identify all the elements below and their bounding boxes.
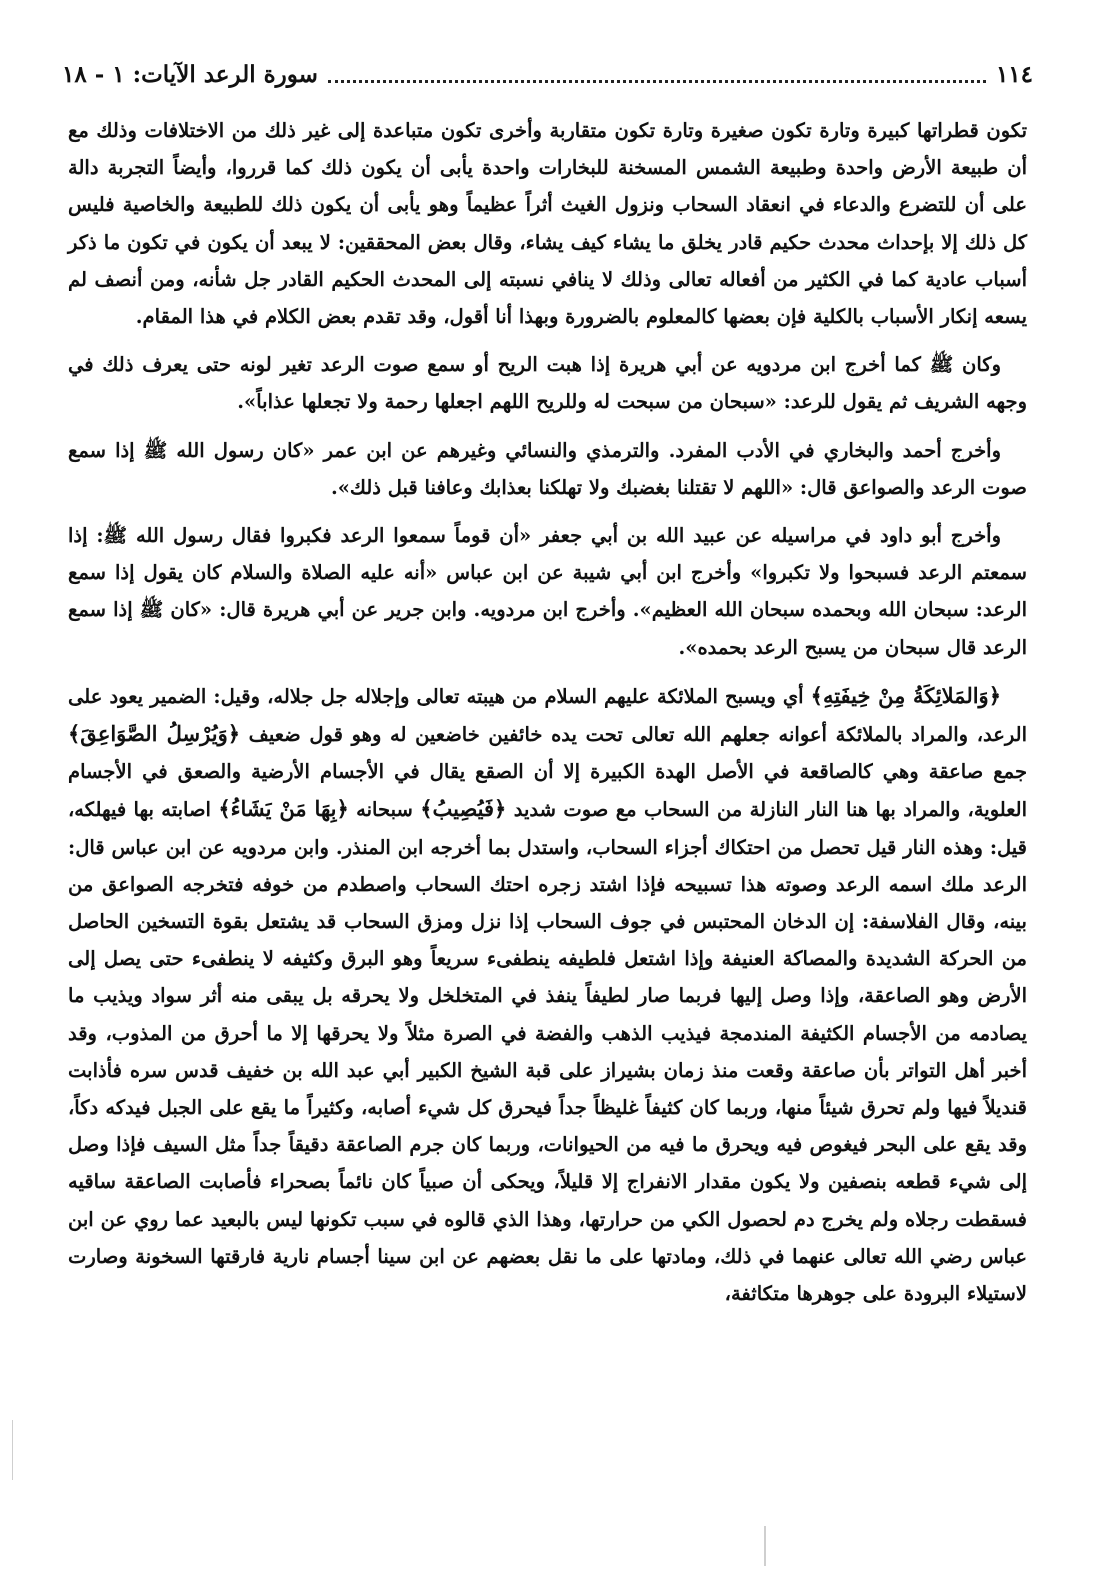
quran-quote: ﴿بِهَا مَنْ يَشَاءُ﴾ xyxy=(218,796,349,822)
page-body xyxy=(68,112,1027,1522)
paragraph-2: وكان ﷺ كما أخرج ابن مردويه عن أبي هريرة إذا هبت الريح أو سمع صوت الرعد تغير لونه حتى يعرف ذلك في وجهه الشريف ثم يقول للرعد: «سبحان من سبحت له وللريح اللهم اجعلها رحمة ولا تجعلها عذاباً». xyxy=(68,353,1027,414)
paragraph-4: وأخرج أبو داود في مراسيله عن عبيد الله بن أبي جعفر «أن قوماً سمعوا الرعد فكبروا فقال رسول الله ﷺ: إذا سمعتم الرعد فسبحوا ولا تكبروا» وأخرج ابن أبي شيبة عن ابن عباس «أنه عليه الصلاة والسلام كان يقول إذا سمع الرعد: سبحان الله وبحمده سبحان الله العظيم». وأخرج ابن مردويه. وابن جرير عن أبي هريرة قال: «كان ﷺ إذا سمع الرعد قال سبحان من يسبح الرعد بحمده». xyxy=(68,524,1027,659)
quran-quote: ﴿وَالمَلائِكَةُ مِنْ خِيفَتِهِ﴾ xyxy=(810,682,1002,708)
paragraph-5 xyxy=(68,677,1027,1312)
scan-mark xyxy=(12,1420,13,1480)
commentary-text: جمع صاعقة وهي كالصاقعة في الأصل الهدة الكبيرة إلا أن الصقع يقال في الأجسام الأرضية والصعق في الأجسام العلوية، والمراد بها هنا النار النازلة من السحاب مع صوت شديد xyxy=(68,760,1027,822)
running-title: سورة الرعد الآيات: ١ - ١٨ xyxy=(62,60,318,88)
scan-mark xyxy=(764,1526,766,1566)
paragraph-3: وأخرج أحمد والبخاري في الأدب المفرد. والترمذي والنسائي وغيرهم عن ابن عمر «كان رسول الله ﷺ إذا سمع صوت الرعد والصواعق قال: «اللهم لا تقتلنا بغضبك ولا تهلكنا بعذابك وعافنا قبل ذلك». xyxy=(68,438,1027,499)
dotted-leader xyxy=(328,80,986,83)
commentary-text: سبحانه xyxy=(348,798,421,822)
quran-quote: ﴿فَيُصِيبُ﴾ xyxy=(420,796,507,822)
page-header xyxy=(62,52,1033,96)
quran-quote: ﴿وَيُرْسِلُ الصَّوَاعِقَ﴾ xyxy=(68,721,241,747)
commentary-text: أي ويسبح الملائكة عليهم السلام من هيبته تعالى وإجلاله جل جلاله، وقيل: الضمير يعود على الرعد، والمراد بالملائكة أعوانه جعلهم الله تعالى تحت يده خائفين خاضعين له وهو قول ضعيف xyxy=(68,684,1027,747)
commentary-text: اصابته بها فيهلكه، قيل: وهذه النار قيل تحصل من احتكاك أجزاء السحاب، واستدل بما أخرجه ابن المنذر. وابن مردويه عن ابن عباس قال: الرعد ملك اسمه الرعد وصوته هذا تسبيحه فإذا اشتد زجره احتك السحاب واصطدم من خوفه فتخرجه الصواعق من بينه، وقال الفلاسفة: إن الدخان المحتبس في جوف السحاب إذا نزل ومزق السحاب قد يشتعل بقوة التسخين الحاصل من الحركة الشديدة والمصاكة العنيفة وإذا اشتعل فلطيفه ينطفىء سريعاً وهو البرق وكثيفه لا ينطفىء حتى يصل إلى الأرض وهو الصاعقة، وإذا وصل إليها فربما صار لطيفاً ينفذ في المتخلخل ولا يحرقه بل يبقى منه أثر سواد ويذيب ما يصادمه من الأجسام الكثيفة المندمجة فيذيب الذهب والفضة في الصرة مثلاً ولا يحرقها إلا ما أحرق من المذوب، وقد أخبر أهل التواتر بأن صاعقة وقعت منذ زمان بشيراز على قبة الشيخ الكبير أبي عبد الله بن خفيف قدس سره فأذابت قنديلاً فيها ولم تحرق شيئاً منها، وربما كان كثيفاً غليظاً جداً فيحرق كل شيء أصابه، وكثيراً ما يقع على الجبل فيدكه دكاً، وقد يقع على البحر فيغوص فيه ويحرق ما فيه من الحيوانات، وربما كان جرم الصاعقة دقيقاً جداً مثل السيف فإذا وصل إلى شيء قطعه بنصفين ولا يكون مقدار الانفراج إلا قليلاً، ويحكى أن صبياً كان نائماً بصحراء فأصابت الصاعقة ساقيه فسقطت رجلاه ولم يخرج دم لحصول الكي من حرارتها، وهذا الذي قالوه في سبب تكونها ليس بالبعيد عما روي عن ابن عباس رضي الله تعالى عنهما في ذلك، ومادتها على ما نقل بعضهم عن ابن سينا أجسام نارية فارقتها السخونة وصارت لاستيلاء البرودة على جوهرها متكاثفة، xyxy=(68,798,1027,1306)
page-number: ١١٤ xyxy=(995,60,1033,88)
paragraph-1: تكون قطراتها كبيرة وتارة تكون صغيرة وتارة تكون متقاربة وأخرى تكون متباعدة إلى غير ذلك من الاختلافات وذلك مع أن طبيعة الأرض واحدة وطبيعة الشمس المسخنة للبخارات واحدة يأبى أن يكون ذلك كما قرروا، وأيضاً التجربة دالة على أن للتضرع والدعاء في انعقاد السحاب ونزول الغيث أثراً عظيماً وهو يأبى أن يكون ذلك للطبيعة والخاصية فليس كل ذلك إلا بإحداث محدث حكيم قادر يخلق ما يشاء كيف يشاء، وقال بعض المحققين: لا يبعد أن يكون في تكون ما ذكر أسباب عادية كما في الكثير من أفعاله تعالى وذلك لا ينافي نسبته إلى المحدث الحكيم القادر جل شأنه، ومن أنصف لم يسعه إنكار الأسباب بالكلية فإن بعضها كالمعلوم بالضرورة وبهذا أنا أقول، وقد تقدم بعض الكلام في هذا المقام. xyxy=(68,119,1027,329)
